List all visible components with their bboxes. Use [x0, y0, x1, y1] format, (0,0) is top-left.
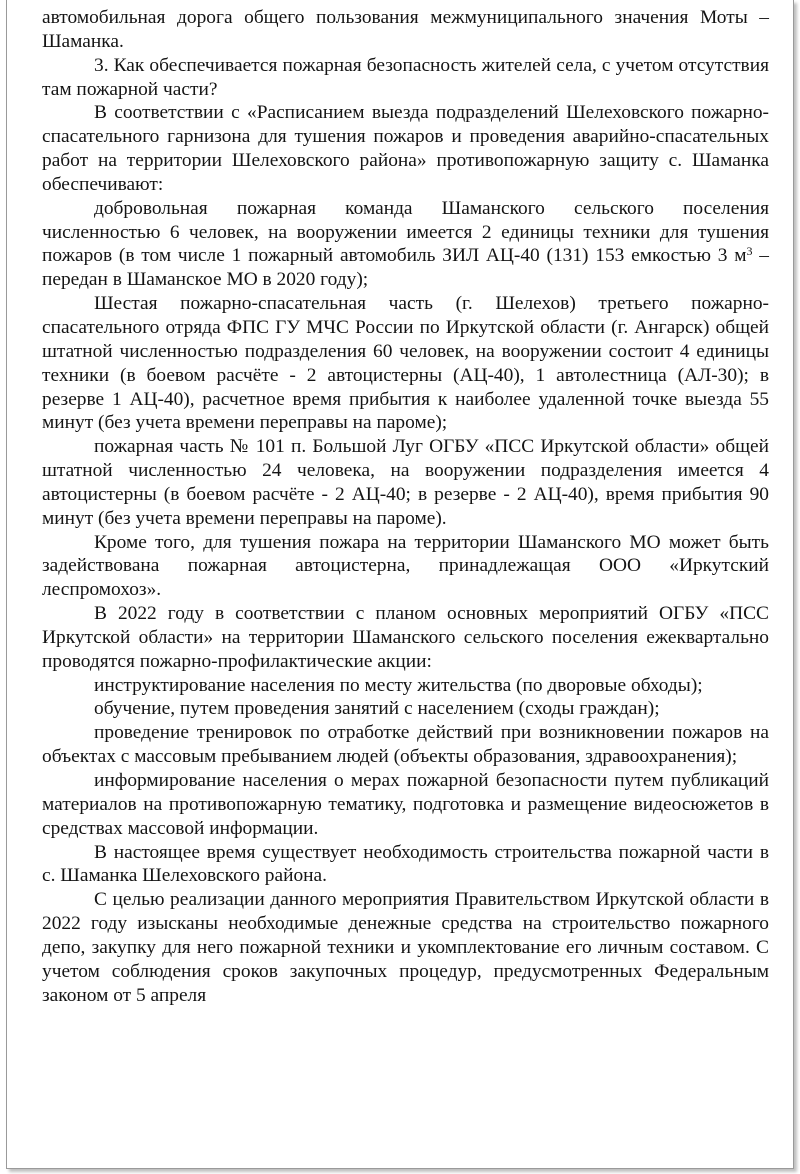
paragraph-need-fire-station: В настоящее время существует необходимость строительства пожарной части в с. Шаманка Шелеховского района. [42, 841, 769, 887]
document-page [42, 6, 769, 1007]
paragraph-government-funding: С целью реализации данного мероприятия Правительством Иркутской области в 2022 году изысканы необходимые денежные средства на строительство пожарного депо, закупку для него пожарной техники и укомплектование его личным составом. С учетом соблюдения сроков закупочных процедур, предусмотренных Федеральным законом от 5 апреля [42, 889, 769, 1006]
page-frame [6, 0, 794, 1169]
paragraph-volunteer-team [42, 197, 769, 292]
list-item-drills: проведение тренировок по отработке действий при возникновении пожаров на объектах с массовым пребыванием людей (объекты образования, здравоохранения); [42, 722, 769, 768]
paragraph-fire-unit-101: пожарная часть № 101 п. Большой Луг ОГБУ «ПСС Иркутской области» общей штатной численностью 24 человека, на вооружении подразделения имеется 4 автоцистерны (в боевом расчёте - 2 АЦ-40; в резерве - 2 АЦ-40), время прибытия 90 минут (без учета времени переправы на пароме). [42, 436, 769, 529]
volunteer-team-text-end: – передан в Шаманское МО в 2020 году); [42, 245, 769, 291]
paragraph-schedule-intro: В соответствии с «Расписанием выезда подразделений Шелеховского пожарно-спасательного гарнизона для тушения пожаров и проведения аварийно-спасательных работ на территории Шелеховского района» противопожарную защиту с. Шаманка обеспечивают: [42, 102, 769, 195]
volunteer-team-text: добровольная пожарная команда Шаманского сельского поселения численностью 6 человек, на вооружении имеется 2 единицы техники для тушения пожаров (в том числе 1 пожарный автомобиль ЗИЛ АЦ-40 (131) 153 емкостью 3 м [42, 197, 769, 267]
list-item-instruction: инструктирование населения по месту жительства (по дворовые обходы); [94, 674, 703, 696]
list-item-information: информирование населения о мерах пожарной безопасности путем публикаций материалов на противопожарную тематику, подготовка и размещение видеосюжетов в средствах массовой информации. [42, 770, 769, 839]
paragraph-2022-plan: В 2022 году в соответствии с планом основных мероприятий ОГБУ «ПСС Иркутской области» на территории Шаманского сельского поселения ежеквартально проводятся пожарно-профилактические акции: [42, 603, 769, 672]
paragraph-sixth-fire-unit: Шестая пожарно-спасательная часть (г. Шелехов) третьего пожарно-спасательного отряда ФПС ГУ МЧС России по Иркутской области (г. Ангарск) общей штатной численностью подразделения 60 человек, на вооружении состоит 4 единицы техники (в боевом расчёте - 2 автоцистерны (АЦ-40), 1 автолестница (АЛ-30); в резерве 1 АЦ-40), расчетное время прибытия к наиболее удаленной точке выезда 55 минут (без учета времени переправы на пароме); [42, 293, 769, 434]
cubic-superscript: 3 [746, 244, 753, 259]
paragraph-road-continuation: автомобильная дорога общего пользования межмуниципального значения Моты – Шаманка. [42, 7, 769, 52]
list-item-training-sessions: обучение, путем проведения занятий с населением (сходы граждан); [94, 698, 660, 720]
paragraph-additional-tanker: Кроме того, для тушения пожара на территории Шаманского МО может быть задействована пожарная автоцистерна, принадлежащая ООО «Иркутский леспромохоз». [42, 531, 769, 601]
paragraph-question-3: 3. Как обеспечивается пожарная безопасность жителей села, с учетом отсутствия там пожарной части? [42, 54, 769, 100]
